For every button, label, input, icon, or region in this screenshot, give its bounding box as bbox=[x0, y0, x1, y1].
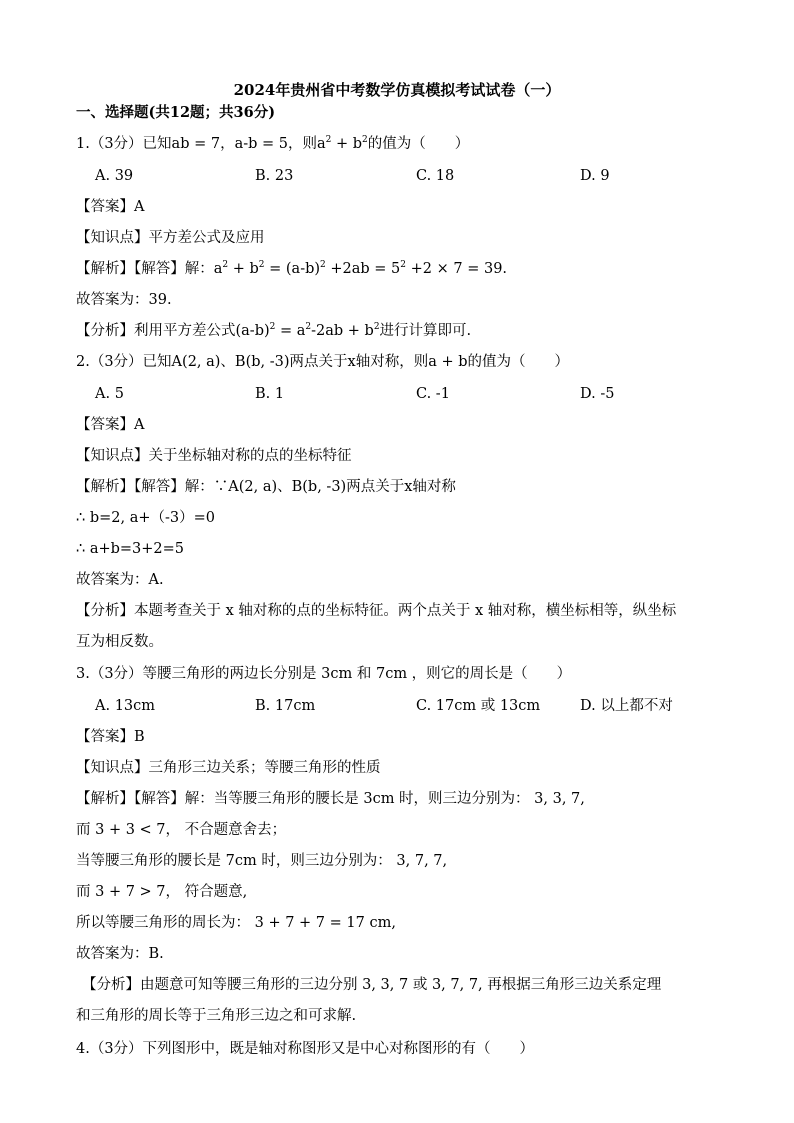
question-1-analysis: 【解析】【解答】解：$a^2 + b^2 = (a-b)^2 +2ab = 5^2 +2 \times 7 = 39$. bbox=[76, 260, 508, 277]
question-3-option-d: D. 以上都不对 bbox=[580, 698, 673, 714]
question-1-option-d: D. 9 bbox=[580, 168, 610, 184]
question-2-stem: 2.（3分）已知A(2, a)、B(b, -3)两点关于x轴对称，则a + b的值为（ ） bbox=[76, 354, 569, 370]
section-header: 一、选择题(共12题；共36分) bbox=[76, 104, 276, 121]
question-2-step-2: ∴ a+b=3+2=5 bbox=[76, 541, 185, 557]
question-3-analysis: 【解析】【解答】解：当等腰三角形的腰长是 3cm 时，则三边分别为： 3, 3, 7, bbox=[76, 791, 585, 807]
question-3-conclusion: 故答案为：B. bbox=[76, 946, 164, 962]
question-2-analysis: 【解析】【解答】解：∵A(2, a)、B(b, -3)两点关于x轴对称 bbox=[76, 479, 456, 495]
question-4-stem: 4.（3分）下列图形中，既是轴对称图形又是中心对称图形的有（ ） bbox=[76, 1041, 535, 1057]
question-1-option-c: C. 18 bbox=[416, 168, 455, 184]
question-3-step-1: 而 3 + 3 < 7， 不合题意舍去； bbox=[76, 822, 287, 838]
question-3-fenxi-line-1: 【分析】由题意可知等腰三角形的三边分别 3, 3, 7 或 3, 7, 7, 再根据三角形三边关系定理 bbox=[82, 977, 662, 993]
question-2-option-b: B. 1 bbox=[255, 386, 285, 402]
question-1-option-a: A. 39 bbox=[95, 168, 134, 184]
question-3-step-2: 当等腰三角形的腰长是 7cm 时，则三边分别为： 3, 7, 7, bbox=[76, 853, 448, 869]
question-1-option-b: B. 23 bbox=[255, 168, 294, 184]
question-1-answer: 【答案】A bbox=[76, 199, 145, 215]
question-3-stem: 3.（3分）等腰三角形的两边长分别是 3cm 和 7cm ，则它的周长是（ ） bbox=[76, 666, 572, 682]
question-2-fenxi-line-2: 互为相反数。 bbox=[76, 634, 163, 650]
question-2-answer: 【答案】A bbox=[76, 417, 145, 433]
question-3-step-4: 所以等腰三角形的周长为： 3 + 7 + 7 = 17 cm, bbox=[76, 915, 396, 931]
question-2-knowledge: 【知识点】关于坐标轴对称的点的坐标特征 bbox=[76, 448, 352, 464]
question-3-option-a: A. 13cm bbox=[95, 698, 156, 714]
page-title: 2024年贵州省中考数学仿真模拟考试试卷（一） bbox=[233, 81, 561, 99]
question-3-option-c: C. 17cm 或 13cm bbox=[416, 698, 541, 714]
question-1-knowledge: 【知识点】平方差公式及应用 bbox=[76, 230, 265, 246]
question-2-option-d: D. -5 bbox=[580, 386, 615, 402]
question-3-knowledge: 【知识点】三角形三边关系；等腰三角形的性质 bbox=[76, 760, 381, 776]
question-3-option-b: B. 17cm bbox=[255, 698, 316, 714]
question-1-conclusion: 故答案为：39. bbox=[76, 292, 172, 308]
question-3-step-3: 而 3 + 7 > 7， 符合题意, bbox=[76, 884, 248, 900]
question-2-conclusion: 故答案为：A. bbox=[76, 572, 164, 588]
question-2-option-a: A. 5 bbox=[95, 386, 124, 402]
question-2-option-c: C. -1 bbox=[416, 386, 450, 402]
question-2-step-1: ∴ b=2, a+（-3）=0 bbox=[76, 510, 216, 526]
question-1-stem: 1.（3分）已知ab = 7，a-b = 5，则$a^2 + b^2$的值为（ ） bbox=[76, 135, 470, 152]
question-1-fenxi: 【分析】利用平方差公式$(a-b)^2 = a^2-2ab + b^2$进行计算即可. bbox=[76, 322, 472, 339]
question-3-fenxi-line-2: 和三角形的周长等于三角形三边之和可求解. bbox=[76, 1008, 357, 1024]
question-3-answer: 【答案】B bbox=[76, 729, 145, 745]
question-2-fenxi-line-1: 【分析】本题考查关于 x 轴对称的点的坐标特征。两个点关于 x 轴对称，横坐标相等，纵坐标 bbox=[76, 603, 677, 619]
